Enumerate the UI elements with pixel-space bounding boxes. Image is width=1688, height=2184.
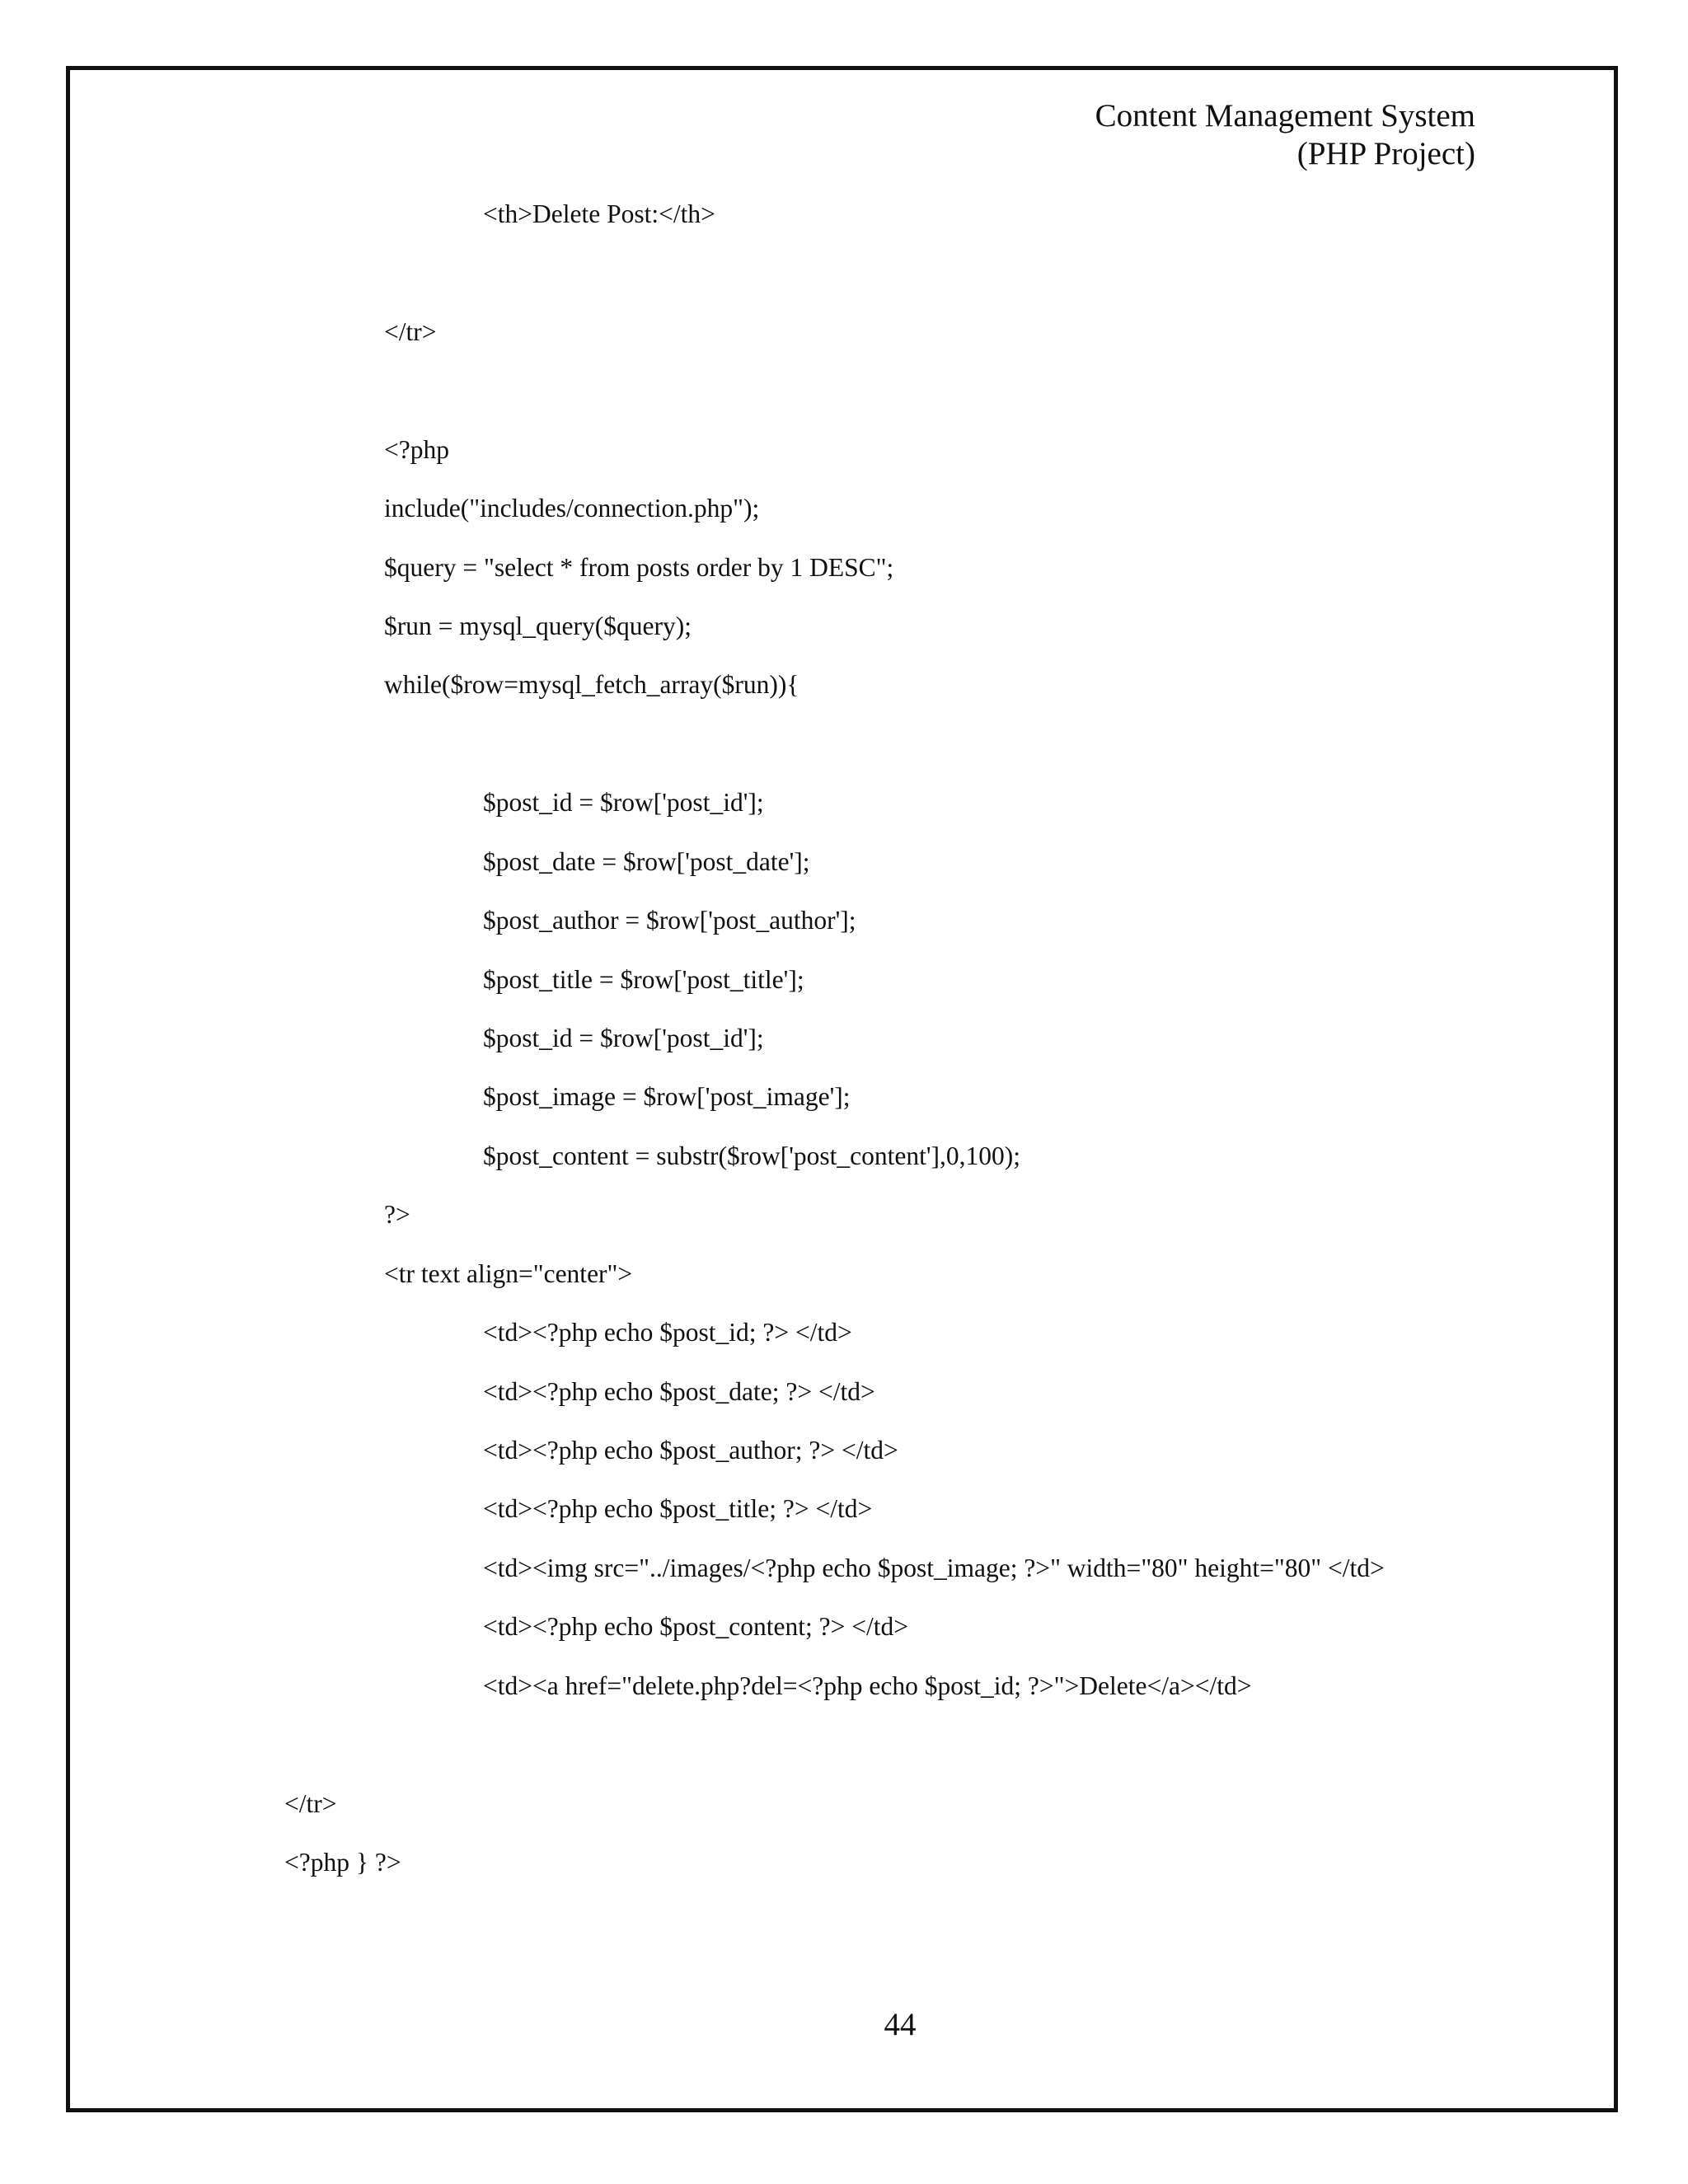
code-line: <tr text align="center"> [384,1259,633,1288]
code-line: <td><?php echo $post_id; ?> </td> [483,1318,852,1347]
code-line: ?> [384,1200,410,1229]
code-line: $post_author = $row['post_author']; [483,906,856,935]
code-line: </tr> [284,1789,337,1818]
code-line: <td><?php echo $post_content; ?> </td> [483,1612,908,1641]
document-header [1095,97,1475,173]
code-line: $run = mysql_query($query); [384,612,692,640]
code-line: while($row=mysql_fetch_array($run)){ [384,670,799,699]
code-line: <?php } ?> [284,1848,401,1877]
code-line: <td><img src="../images/<?php echo $post_image; ?>" width="80" height="80" </td> [483,1554,1385,1582]
code-line: $post_date = $row['post_date']; [483,847,810,876]
page-number: 44 [884,2007,917,2042]
header-title: Content Management System [1095,98,1475,134]
code-line: include("includes/connection.php"); [384,494,760,523]
header-subtitle: (PHP Project) [1296,136,1475,171]
code-line: <td><?php echo $post_title; ?> </td> [483,1494,873,1523]
code-line: <td><?php echo $post_date; ?> </td> [483,1377,875,1406]
code-line: <?php [384,435,449,464]
code-line: $post_title = $row['post_title']; [483,965,804,994]
code-line: $post_id = $row['post_id']; [483,1024,764,1052]
code-line: <td><?php echo $post_author; ?> </td> [483,1436,898,1465]
code-line: <th>Delete Post:</th> [483,199,715,228]
code-line: $query = "select * from posts order by 1 DESC"; [384,553,894,582]
code-line: $post_content = substr($row['post_content'],0,100); [483,1141,1021,1170]
code-line: $post_image = $row['post_image']; [483,1082,851,1111]
code-line: <td><a href="delete.php?del=<?php echo $post_id; ?>">Delete</a></td> [483,1671,1252,1700]
code-line: </tr> [384,317,437,346]
code-line: $post_id = $row['post_id']; [483,788,764,817]
